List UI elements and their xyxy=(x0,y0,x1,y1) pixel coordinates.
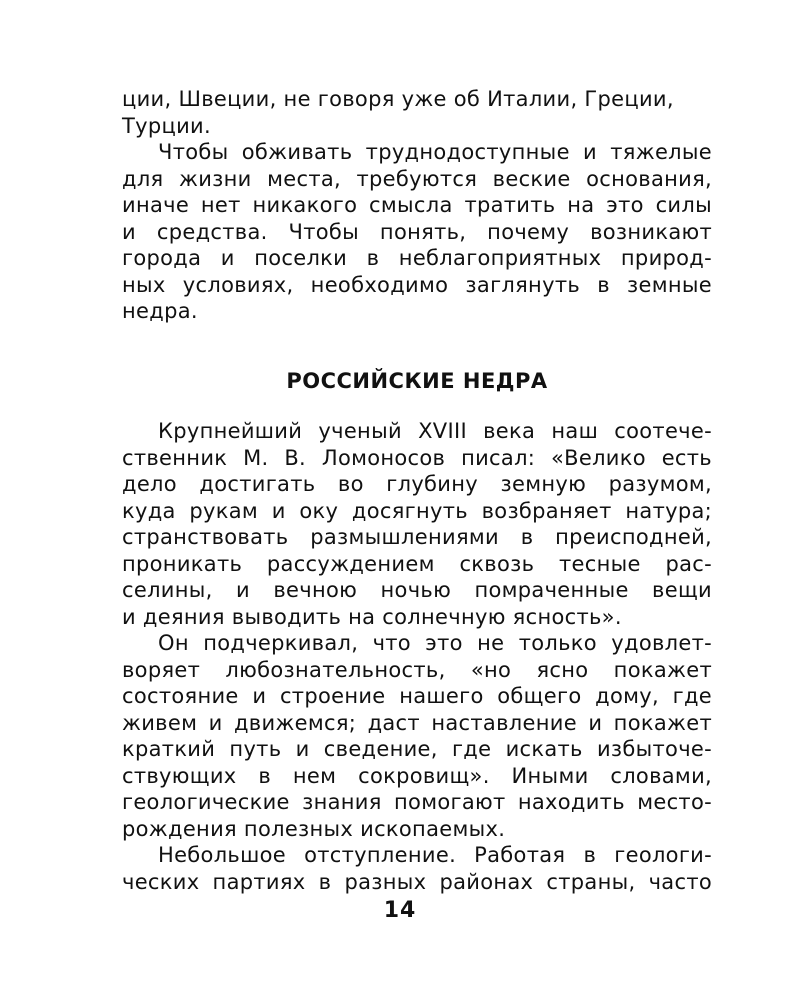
intro-paragraphs xyxy=(122,86,712,325)
text-line: иначе нет никакого смысла тратить на это силы xyxy=(122,193,712,217)
text-line: рождения полезных ископаемых. xyxy=(122,816,506,841)
text-line: Он подчеркивал, что это не только удовлет- xyxy=(158,631,712,655)
text-line: Чтобы обживать труднодоступные и тяжелые xyxy=(158,140,712,164)
text-line: краткий путь и сведение, где искать избыточе- xyxy=(122,737,712,761)
text-line: состояние и строение нашего общего дому, где xyxy=(122,684,712,708)
text-line: геологические знания помогают находить место- xyxy=(122,790,712,814)
text-line: ных условиях, необходимо заглянуть в земные xyxy=(122,272,712,297)
text-line: недра. xyxy=(122,299,198,323)
text-line: проникать рассуждением сквозь тесные рас- xyxy=(122,551,712,576)
text-line: и деяния выводить на солнечную ясность». xyxy=(122,604,622,629)
section-heading: РОССИЙСКИЕ НЕДРА xyxy=(286,369,548,393)
text-line: живем и движемся; даст наставление и покажет xyxy=(122,710,712,735)
text-line: ствующих в нем сокровищ». Иными словами, xyxy=(122,763,712,788)
text-line: ственник М. В. Ломоносов писал: «Велико есть xyxy=(122,445,712,470)
text-line: селины, и вечною ночью помраченные вещи xyxy=(122,578,712,602)
text-line: ческих партиях в разных районах страны, часто xyxy=(122,869,712,894)
text-line: для жизни места, требуются веские основания, xyxy=(122,166,712,191)
text-line: воряет любознательность, «но ясно покажет xyxy=(122,657,712,682)
text-line: Турции. xyxy=(122,113,211,138)
text-line: Крупнейший ученый XVIII века наш соотече- xyxy=(158,419,712,443)
text-line: и средства. Чтобы понять, почему возникают xyxy=(122,219,712,244)
text-line: куда рукам и оку досягнуть возбраняет натура; xyxy=(122,498,712,523)
text-line: Небольшое отступление. Работая в геологи- xyxy=(158,843,712,867)
page-number: 14 xyxy=(383,898,417,923)
text-line: дело достигать во глубину земную разумом, xyxy=(122,472,712,496)
text-line: города и поселки в неблагоприятных природ- xyxy=(122,246,712,270)
section-paragraphs xyxy=(122,418,712,895)
text-line: странствовать размышлениями в преисподней, xyxy=(122,525,712,549)
text-line: ции, Швеции, не говоря уже об Италии, Греции, xyxy=(122,87,674,111)
